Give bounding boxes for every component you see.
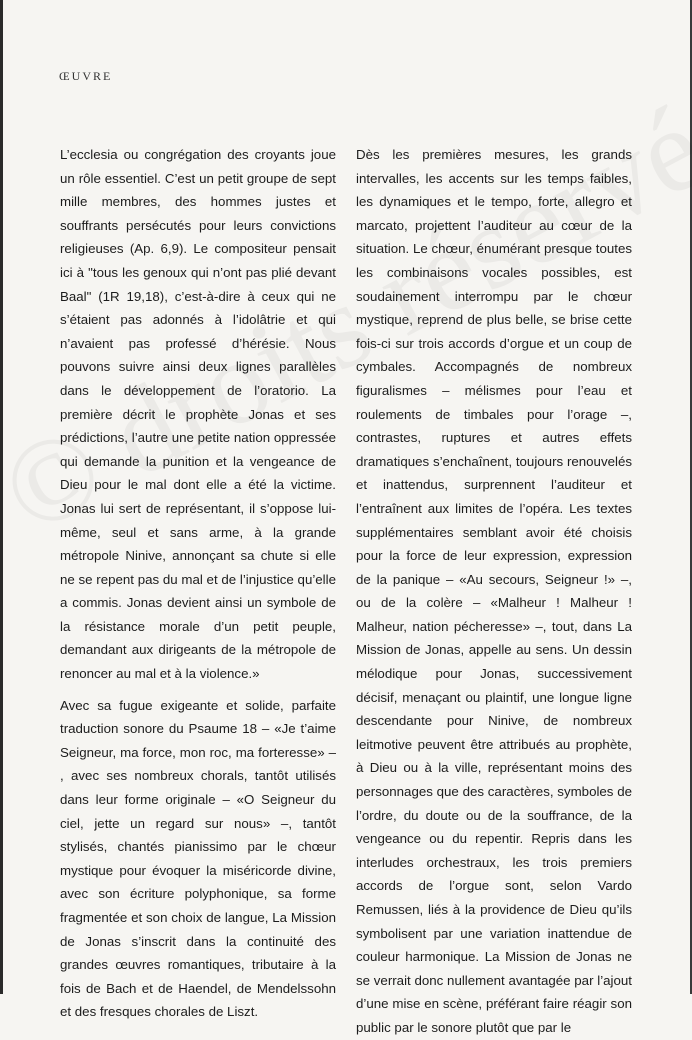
paragraph: Dès les premières mesures, les grands intervalles, les accents sur les temps faibles, les dynamiques et le tempo, forte, allegro et marcato, projettent l’auditeur au cœur de la situation. Le chœur, énumérant presque toutes les combinaisons vocales possibles, est soudainement interrompu par le chœur mystique, reprend de plus belle, se brise cette fois-ci sur trois accords d’orgue et un coup de cymbales. Accompagnés de nombreux figuralismes – mélismes pour l’eau et roulements de timbales pour l’orage –, contrastes, ruptures et autres effets dramatiques s’enchaînent, toujours renouvelés et inattendus, surprennent l’auditeur et l’entraînent aux limites de l’opéra. Les textes supplémentaires semblant avoir été choisis pour la force de leur expression, expression de la panique – «Au secours, Seigneur !» –, ou de la colère – «Malheur ! Malheur ! Malheur, nation pécheresse» –, tout, dans La Mission de Jonas, appelle au sens. Un dessin mélodique pour Jonas, successivement décisif, menaçant ou plaintif, une longue ligne descendante pour Ninive, de nombreux leitmotive peuvent être attribués au prophète, à Dieu ou à la ville, représentant moins des personnages que des caractères, symboles de l’ordre, du doute ou de la souffrance, de la vengeance ou du repentir. Repris dans les interludes orchestraux, les trois premiers accords de l’orgue sont, selon Vardo Remussen, liés à la providence de Dieu qu’ils symbolisent par une variation inattendue de couleur harmonique. La Mission de Jonas ne se verrait donc nullement avantagée par l’ajout d’une mise en scène, préférant faire réagir son public par le sonore plutôt que par le [356, 147, 632, 1035]
paragraph: Avec sa fugue exigeante et solide, parfaite traduction sonore du Psaume 18 – «Je t’aime Seigneur, ma force, mon roc, ma forteresse» – , avec ses nombreux chorals, tantôt utilisés dans leur forme originale – «O Seigneur du ciel, jette un regard sur nous» –, tantôt stylisés, chantés pianissimo par le chœur mystique pour évoquer la miséricorde divine, avec son écriture polyphonique, sa forme fragmentée et son choix de langue, La Mission de Jonas s’inscrit dans la continuité des grandes œuvres romantiques, tributaire à la fois de Bach et de Haendel, de Mendelssohn et des fresques chorales de Liszt. [60, 697, 336, 1020]
right-column [356, 143, 632, 1040]
page-edge-left [0, 0, 3, 994]
paragraph: L’ecclesia ou congrégation des croyants joue un rôle essentiel. C’est un petit groupe de sept mille membres, des hommes justes et souffrants persécutés pour leurs convictions religieuses (Ap. 6,9). Le compositeur pensait ici à "tous les genoux qui n’ont pas plié devant Baal" (1R 19,18), c’est-à-dire à ceux qui ne s’étaient pas adonnés à l’idolâtrie et qui n’avaient pas professé d’hérésie. Nous pouvons suivre ainsi deux lignes parallèles dans le développement de l’oratorio. La première décrit le prophète Jonas et ses prédictions, l’autre une petite nation oppressée qui demande la punition et la vengeance de Dieu pour le mal dont elle a été la victime. Jonas lui sert de représentant, il s’oppose lui-même, seul et sans arme, à la grande métropole Ninive, annonçant sa chute si elle ne se repent pas du mal et de l’injustice qu’elle a commis. Jonas devient ainsi un symbole de la résistance morale d’un petit peuple, demandant aux dirigeants de la métropole de renoncer au mal et à la violence.» [60, 147, 336, 682]
left-column [60, 143, 336, 1024]
section-header: ŒUVRE [59, 69, 113, 83]
